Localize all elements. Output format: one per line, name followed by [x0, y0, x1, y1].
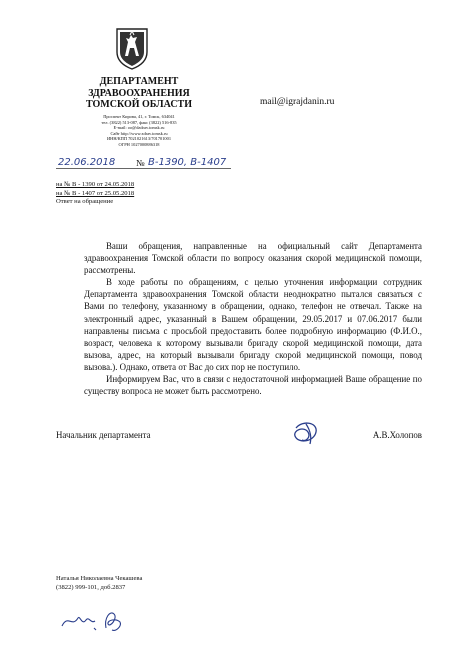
- email-line: E-mail: oo@dzdrav.tomsk.ru: [113, 125, 165, 131]
- reference-block: [56, 181, 134, 207]
- registration-date: 22.06.2018: [58, 157, 116, 168]
- paragraph-3: Информируем Вас, что в связи с недостаточной информацией Ваше обращение по существу вопроса не может быть рассмотрено.: [84, 374, 422, 397]
- subject-line: Ответ на обращение: [56, 198, 114, 206]
- signatory-role: Начальник департамента: [56, 430, 151, 440]
- handwritten-signature-icon: [288, 418, 324, 448]
- executor-block: [56, 574, 142, 592]
- executor-phone: (3822) 999-101, доб.2837: [56, 584, 126, 591]
- registration-underline: [56, 168, 231, 169]
- reference-line-2: на № В - 1407 от 25.05.2018: [56, 189, 135, 197]
- department-contacts: [84, 114, 194, 148]
- address-line: Проспект Кирова, 41, г. Томск, 634041: [103, 114, 175, 119]
- number-label: №: [136, 158, 145, 168]
- ogrn-line: ОГРН 1027000886318: [118, 141, 160, 147]
- recipient-email: mail@igrajdanin.ru: [260, 97, 335, 107]
- phone-line: тел. (3822) 513-087, факс (3822) 516-835: [101, 119, 177, 125]
- letter-body: [84, 240, 422, 397]
- department-name: [84, 76, 194, 111]
- paragraph-2: В ходе работы по обращениям, с целью уточнения информации сотрудник Департамента здравоохранения Томской области неоднократно пытался связаться с Вами по телефону, указанному в обращении, однако, телефон не отвечал. Также на электронный адрес, указанный в Вашем обращении, 29.05.2017 и 07.06.2017 были направлены письма с просьбой предоставить более подробную информацию (Ф.И.О., возраст, человека к которому вызывали бригаду скорой медицинской помощи, дата вызова, адрес, на который вызывали бригаду скорой медицинской помощи, повод вызова.). Однако, ответа от Вас до сих пор не поступило.: [84, 277, 422, 372]
- registration-stamp: [56, 157, 231, 169]
- inn-line: ИНН/КПП 7021021613/701701001: [106, 136, 172, 142]
- executor-name: Наталья Николаевна Чекашева: [56, 575, 143, 582]
- signatory-name: А.В.Холопов: [372, 430, 422, 440]
- department-line: ЗДРАВООХРАНЕНИЯ: [88, 87, 190, 99]
- department-line: ТОМСКОЙ ОБЛАСТИ: [85, 99, 193, 110]
- website-line: Сайт http://www.zdrav.tomsk.ru: [110, 130, 168, 136]
- reference-line-1: на № В - 1390 от 24.05.2018: [56, 181, 135, 188]
- paragraph-1: Ваши обращения, направленные на официальный сайт Департамента здравоохранения Томской области по вопросу оказания скорой медицинской помощи, рассмотрены.: [84, 241, 422, 276]
- tomsk-coat-of-arms-icon: [114, 26, 150, 70]
- department-line: ДЕПАРТАМЕНТ: [99, 76, 179, 87]
- registration-number: В-1390, В-1407: [148, 157, 227, 168]
- handwritten-visa-icon: [58, 606, 138, 636]
